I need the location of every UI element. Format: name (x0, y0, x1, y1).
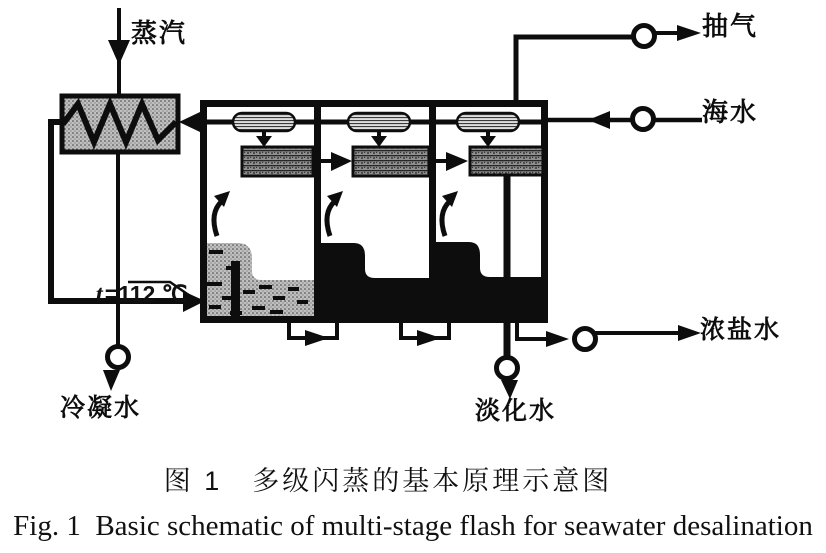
stage1-vapor-arrow-icon (214, 191, 230, 236)
seawater-pump-icon (633, 109, 654, 130)
condensate-label: 冷凝水 (60, 394, 142, 422)
vent-line (516, 37, 634, 101)
seawater-label: 海水 (702, 97, 759, 127)
stage3-distillate-tray (470, 147, 543, 175)
stage2-tube-bundle (348, 113, 410, 131)
distillate-pump-icon (497, 358, 518, 379)
condensate-arrow-icon (103, 370, 120, 391)
brine-pump-icon (575, 329, 596, 350)
stage1-distillate-tray (242, 147, 313, 176)
steam-arrow-icon (108, 40, 130, 65)
stage3-brine-pool (435, 242, 544, 320)
stage1-tube-bundle (233, 113, 295, 131)
brine-arrow-2-icon (678, 325, 701, 341)
vent-pump-icon (634, 26, 655, 47)
vent-arrow-icon (677, 25, 701, 41)
condensate-drip-arrows (256, 130, 496, 147)
temperature-label (83, 254, 188, 309)
vent-label: 抽气 (702, 11, 759, 41)
to-heater-arrow-icon (179, 112, 200, 132)
seawater-arrow-icon (588, 111, 610, 129)
stage2-distillate-tray (353, 147, 429, 176)
distillate-label: 淡化水 (475, 397, 557, 425)
stage3-tube-bundle (457, 113, 519, 131)
stage3-vapor-arrow-icon (442, 191, 458, 236)
stage2-vapor-arrow-icon (327, 191, 343, 236)
temperature-variable: t (95, 281, 103, 308)
stage1-weir-plate (231, 261, 240, 320)
brine-label: 浓盐水 (700, 316, 782, 344)
temperature-value: =112 ℃ (104, 281, 188, 307)
stage2-brine-pool (318, 243, 430, 320)
figure-caption-english: Fig. 1 Basic schematic of multi-stage flash for seawater desalination (13, 510, 813, 542)
brine-arrow-1-icon (546, 331, 569, 347)
condensate-pump-icon (108, 347, 129, 368)
figure-caption-chinese: 图 1 多级闪蒸的基本原理示意图 (163, 466, 613, 496)
steam-label: 蒸汽 (131, 18, 188, 48)
